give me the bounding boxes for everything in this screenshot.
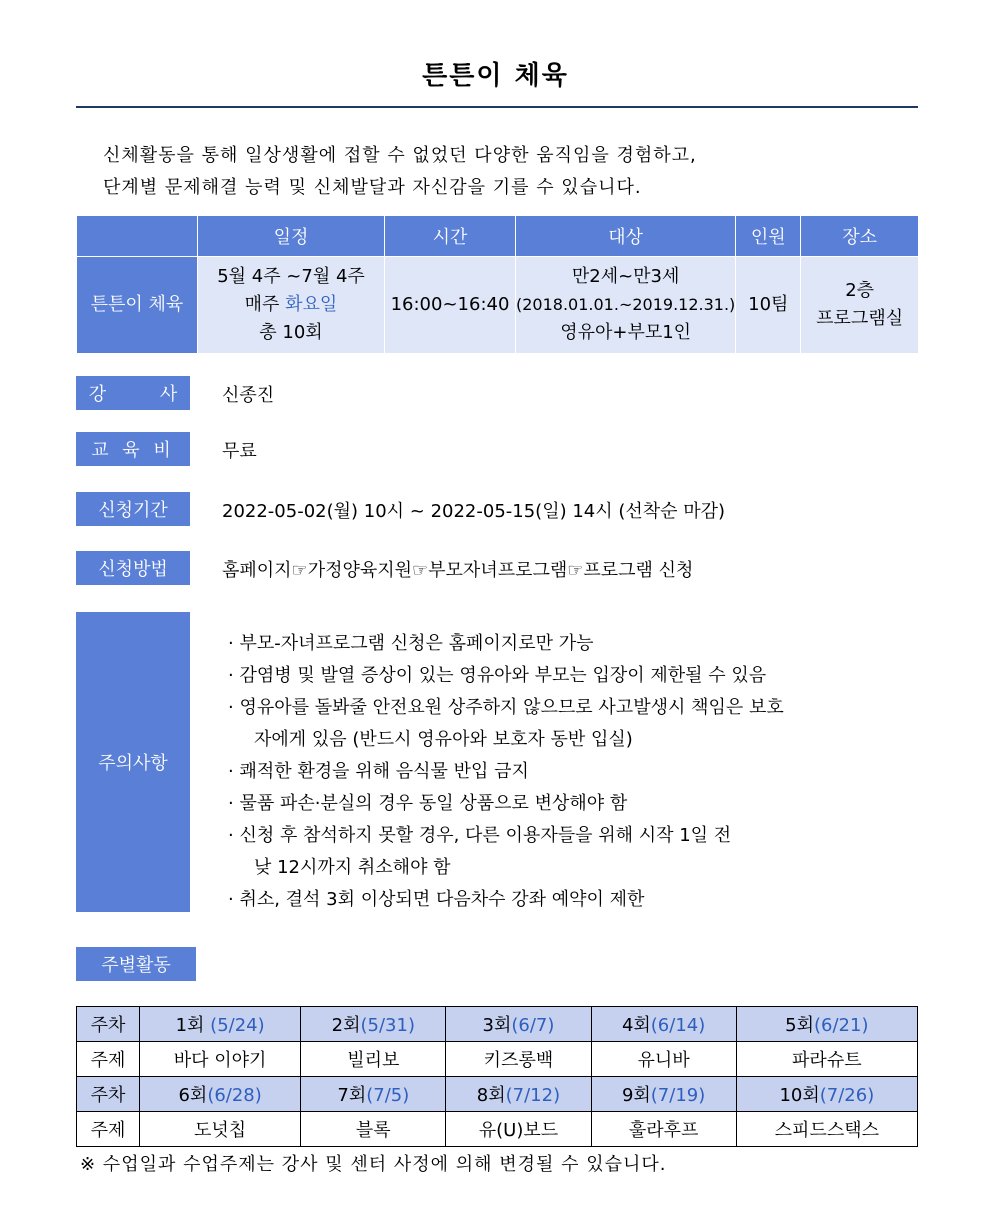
fee-label-text: 교 육 비 [91, 440, 175, 461]
week-row [77, 1077, 918, 1112]
note-item: · 부모-자녀프로그램 신청은 홈페이지로만 가능 [228, 633, 594, 654]
fee-label [76, 432, 190, 466]
week-label: 주차 [77, 1007, 140, 1042]
week-cell [736, 1007, 917, 1042]
week-cell [591, 1077, 736, 1112]
topic-row [77, 1042, 918, 1077]
topic-label: 주제 [77, 1042, 140, 1077]
session-number: 4회 [621, 1015, 651, 1036]
schedule-header-target: 대상 [516, 216, 736, 257]
schedule-header-place: 장소 [801, 216, 919, 257]
weekday-prefix: 매주 [244, 294, 286, 315]
instructor-value: 신종진 [222, 385, 275, 406]
session-number: 8회 [476, 1085, 506, 1106]
week-cell [301, 1007, 446, 1042]
schedule-total: 총 10회 [259, 322, 323, 343]
week-cell [446, 1077, 591, 1112]
title-divider [76, 106, 918, 108]
week-cell [301, 1077, 446, 1112]
fee-value: 무료 [222, 441, 257, 462]
session-number: 6회 [178, 1085, 208, 1106]
weekly-label: 주별활동 [76, 947, 196, 981]
schedule-row [77, 257, 919, 354]
week-row [77, 1007, 918, 1042]
place-room: 프로그램실 [816, 308, 904, 329]
note-item-continued: 자에게 있음 (반드시 영유아와 보호자 동반 입실) [254, 729, 633, 750]
topic-row [77, 1112, 918, 1147]
schedule-header-date: 일정 [198, 216, 385, 257]
note-item: · 영유아를 돌봐줄 안전요원 상주하지 않으므로 사고발생시 책임은 보호 [228, 697, 784, 718]
schedule-date-range: 5월 4주 ~7월 4주 [217, 266, 365, 287]
topic-cell: 바다 이야기 [140, 1042, 301, 1077]
note-item-continued: 낮 12시까지 취소해야 함 [254, 857, 451, 878]
intro-line: 단계별 문제해결 능력 및 신체발달과 자신감을 기를 수 있습니다. [103, 177, 642, 198]
schedule-header-row [77, 216, 919, 257]
session-date: (6/28) [207, 1085, 262, 1106]
schedule-time-cell: 16:00~16:40 [385, 257, 516, 354]
session-number: 2회 [331, 1015, 361, 1036]
topic-cell: 빌리보 [301, 1042, 446, 1077]
schedule-date-cell [198, 257, 385, 354]
session-number: 10회 [779, 1085, 820, 1106]
method-value: 홈페이지☞가정양육지원☞부모자녀프로그램☞프로그램 신청 [222, 560, 694, 581]
session-date: (6/21) [814, 1015, 869, 1036]
period-value: 2022-05-02(월) 10시 ~ 2022-05-15(일) 14시 (선착순 마감) [222, 501, 726, 522]
notes-label: 주의사항 [76, 612, 190, 912]
note-item: · 취소, 결석 3회 이상되면 다음차수 강좌 예약이 제한 [228, 889, 645, 910]
session-date: (7/26) [819, 1085, 875, 1106]
week-cell [140, 1077, 301, 1112]
note-item: · 신청 후 참석하지 못할 경우, 다른 이용자들을 위해 시작 1일 전 [228, 825, 732, 846]
session-date: (7/19) [650, 1085, 706, 1106]
footnote: ※ 수업일과 수업주제는 강사 및 센터 사정에 의해 변경될 수 있습니다. [80, 1154, 667, 1175]
intro-text [103, 140, 923, 204]
schedule-target-cell [516, 257, 736, 354]
period-label: 신청기간 [76, 492, 190, 526]
schedule-weekday [198, 291, 384, 319]
session-date: (5/31) [360, 1015, 415, 1036]
session-date: (5/24) [210, 1015, 265, 1036]
notes-list [228, 628, 918, 916]
session-number: 9회 [621, 1085, 651, 1106]
schedule-table [76, 215, 919, 354]
instructor-label [76, 376, 202, 410]
page-title: 튼튼이 체육 [422, 61, 569, 91]
topic-cell: 유니바 [591, 1042, 736, 1077]
week-cell [446, 1007, 591, 1042]
schedule-header-time: 시간 [385, 216, 516, 257]
session-date: (7/5) [366, 1085, 410, 1106]
schedule-header-count: 인원 [736, 216, 801, 257]
schedule-place-cell [801, 257, 919, 354]
topic-cell: 블록 [301, 1112, 446, 1147]
weekday-value: 화요일 [285, 294, 338, 315]
topic-cell: 파라슈트 [736, 1042, 917, 1077]
week-cell [736, 1077, 917, 1112]
note-item: · 감염병 및 발열 증상이 있는 영유아와 부모는 입장이 제한될 수 있음 [228, 665, 767, 686]
week-label: 주차 [77, 1077, 140, 1112]
session-date: (6/14) [650, 1015, 706, 1036]
week-cell [140, 1007, 301, 1042]
target-birth-range: (2018.01.01.~2019.12.31.) [516, 295, 736, 314]
topic-cell: 유(U)보드 [446, 1112, 591, 1147]
schedule-count-cell: 10팀 [736, 257, 801, 354]
intro-line: 신체활동을 통해 일상생활에 접할 수 없었던 다양한 움직임을 경험하고, [103, 145, 697, 166]
method-label: 신청방법 [76, 551, 190, 585]
schedule-header-blank [77, 216, 198, 257]
target-age: 만2세~만3세 [571, 266, 680, 287]
session-number: 5회 [785, 1015, 815, 1036]
topic-cell: 스피드스택스 [736, 1112, 917, 1147]
place-floor: 2층 [845, 280, 875, 301]
topic-cell: 키즈롱백 [446, 1042, 591, 1077]
schedule-row-label: 튼튼이 체육 [77, 257, 198, 354]
session-date: (7/12) [505, 1085, 561, 1106]
weekly-table [76, 1006, 918, 1147]
instructor-label-text: 강 사 [88, 384, 202, 405]
session-date: (6/7) [511, 1015, 555, 1036]
note-item: · 쾌적한 환경을 위해 음식물 반입 금지 [228, 761, 529, 782]
session-number: 3회 [482, 1015, 512, 1036]
topic-cell: 훌라후프 [591, 1112, 736, 1147]
session-number: 1회 [175, 1015, 211, 1036]
target-who: 영유아+부모1인 [560, 322, 692, 343]
topic-label: 주제 [77, 1112, 140, 1147]
session-number: 7회 [337, 1085, 367, 1106]
topic-cell: 도넛칩 [140, 1112, 301, 1147]
week-cell [591, 1007, 736, 1042]
note-item: · 물품 파손·분실의 경우 동일 상품으로 변상해야 함 [228, 793, 628, 814]
